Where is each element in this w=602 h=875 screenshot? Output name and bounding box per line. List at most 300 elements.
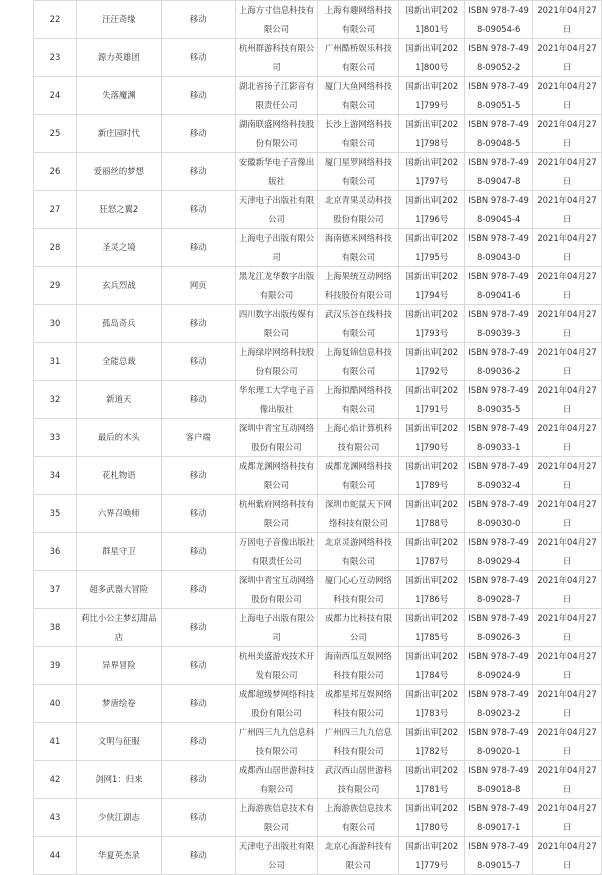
game-name-cell-text: 花札物语 (102, 470, 136, 481)
approval-number-cell-text: 国新出审[2021]782号 (405, 727, 459, 756)
row-number-cell-text: 22 (49, 14, 61, 25)
publisher-cell (235, 495, 318, 533)
platform-type-cell-text: 移动 (189, 584, 207, 595)
operator-cell (318, 609, 399, 647)
isbn-cell-text: ISBN 978-7-498-09054-6 (468, 5, 529, 34)
game-name-cell (76, 761, 161, 799)
platform-type-cell-text: 移动 (189, 166, 207, 177)
table-row (34, 457, 602, 495)
game-name-cell (76, 77, 161, 115)
publisher-cell-text: 深圳中青宝互动网络股份有限公司 (238, 423, 315, 452)
row-number-cell-text: 43 (49, 812, 61, 823)
game-name-cell (76, 685, 161, 723)
row-number-cell (34, 191, 77, 229)
game-approval-table (33, 0, 602, 875)
game-name-cell-text: 狂怒之翼2 (99, 204, 139, 215)
game-name-cell-text: 莉比小公主梦幻甜品店 (81, 613, 157, 642)
table-row (34, 267, 602, 305)
table-row (34, 685, 602, 723)
operator-cell (318, 191, 399, 229)
operator-cell (318, 837, 399, 875)
row-number-cell-text: 27 (49, 204, 61, 215)
operator-cell-text: 武汉乐谷在线科技有限公司 (324, 309, 392, 338)
platform-type-cell (161, 647, 235, 685)
platform-type-cell (161, 115, 235, 153)
publisher-cell (235, 153, 318, 191)
platform-type-cell (161, 495, 235, 533)
isbn-cell (465, 647, 533, 685)
approval-date-cell (533, 77, 602, 115)
platform-type-cell-text: 移动 (189, 546, 207, 557)
approval-number-cell-text: 国新出审[2021]795号 (405, 233, 459, 262)
game-name-cell (76, 799, 161, 837)
table-row (34, 1, 602, 39)
approval-number-cell (399, 381, 465, 419)
platform-type-cell-text: 移动 (189, 14, 207, 25)
row-number-cell (34, 153, 77, 191)
publisher-cell-text: 杭州群游科技有限公司 (238, 43, 315, 72)
game-name-cell-text: 少侠江湖志 (97, 812, 140, 823)
row-number-cell (34, 533, 77, 571)
operator-cell-text: 上海果统互动网络科技股份有限公司 (324, 271, 392, 300)
approval-number-cell (399, 229, 465, 267)
row-number-cell (34, 77, 77, 115)
approval-number-cell (399, 267, 465, 305)
operator-cell-text: 成都星邦互娱网络科技有限公司 (324, 689, 392, 718)
operator-cell-text: 海南德米网络科技有限公司 (324, 233, 392, 262)
platform-type-cell-text: 客户端 (185, 432, 211, 443)
approval-number-cell (399, 723, 465, 761)
operator-cell (318, 571, 399, 609)
game-name-cell-text: 梦唐绘卷 (102, 698, 136, 709)
platform-type-cell-text: 移动 (189, 508, 207, 519)
approval-date-cell (533, 571, 602, 609)
approval-date-cell-text: 2021年04月27日 (537, 727, 597, 756)
row-number-cell (34, 305, 77, 343)
row-number-cell (34, 229, 77, 267)
platform-type-cell (161, 685, 235, 723)
approval-number-cell-text: 国新出审[2021]780号 (405, 803, 459, 832)
publisher-cell-text: 杭州美盛游戏技术开发有限公司 (238, 651, 315, 680)
row-number-cell-text: 25 (49, 128, 61, 139)
operator-cell (318, 343, 399, 381)
publisher-cell-text: 广州四三九九信息科技有限公司 (238, 727, 315, 756)
publisher-cell (235, 39, 318, 77)
publisher-cell-text: 上海电子出版有限公司 (238, 233, 315, 262)
platform-type-cell-text: 移动 (189, 812, 207, 823)
row-number-cell (34, 571, 77, 609)
approval-number-cell (399, 419, 465, 457)
approval-number-cell-text: 国新出审[2021]779号 (405, 841, 459, 870)
operator-cell-text: 上海游族信息技术有限公司 (324, 803, 392, 832)
approval-date-cell-text: 2021年04月27日 (537, 461, 597, 490)
publisher-cell (235, 457, 318, 495)
isbn-cell-text: ISBN 978-7-498-09015-7 (468, 841, 529, 870)
isbn-cell (465, 419, 533, 457)
row-number-cell (34, 1, 77, 39)
isbn-cell (465, 39, 533, 77)
table-row (34, 77, 602, 115)
approval-date-cell-text: 2021年04月27日 (537, 423, 597, 452)
approval-date-cell-text: 2021年04月27日 (537, 499, 597, 528)
publisher-cell-text: 万固电子音像出版社有限责任公司 (238, 537, 315, 566)
publisher-cell-text: 黑龙江龙华数字出版有限公司 (238, 271, 315, 300)
isbn-cell-text: ISBN 978-7-498-09028-7 (468, 575, 529, 604)
approval-date-cell-text: 2021年04月27日 (537, 5, 597, 34)
approval-date-cell-text: 2021年04月27日 (537, 347, 597, 376)
approval-number-cell (399, 1, 465, 39)
publisher-cell (235, 305, 318, 343)
publisher-cell (235, 609, 318, 647)
approval-date-cell (533, 115, 602, 153)
row-number-cell-text: 32 (49, 394, 61, 405)
game-name-cell-text: 孤岛奇兵 (102, 318, 136, 329)
isbn-cell (465, 381, 533, 419)
approval-number-cell-text: 国新出审[2021]792号 (405, 347, 459, 376)
platform-type-cell (161, 1, 235, 39)
game-name-cell-text: 爱丽丝的梦想 (93, 166, 144, 177)
row-number-cell (34, 609, 77, 647)
approval-number-cell (399, 115, 465, 153)
isbn-cell-text: ISBN 978-7-498-09036-2 (468, 347, 529, 376)
game-name-cell (76, 609, 161, 647)
approval-number-cell (399, 571, 465, 609)
approval-number-cell-text: 国新出审[2021]800号 (405, 43, 459, 72)
platform-type-cell-text: 移动 (189, 394, 207, 405)
isbn-cell (465, 495, 533, 533)
approval-date-cell (533, 1, 602, 39)
operator-cell-text: 上海有趣网络科技有限公司 (324, 5, 392, 34)
approval-date-cell (533, 685, 602, 723)
approval-date-cell-text: 2021年04月27日 (537, 195, 597, 224)
game-name-cell (76, 723, 161, 761)
game-name-cell-text: 华夏英杰录 (97, 850, 140, 861)
isbn-cell (465, 343, 533, 381)
approval-number-cell-text: 国新出审[2021]790号 (405, 423, 459, 452)
approval-number-cell-text: 国新出审[2021]784号 (405, 651, 459, 680)
operator-cell-text: 厦门心心互动网络科技有限公司 (324, 575, 392, 604)
approval-date-cell-text: 2021年04月27日 (537, 271, 597, 300)
approval-date-cell (533, 305, 602, 343)
isbn-cell-text: ISBN 978-7-498-09024-9 (468, 651, 529, 680)
row-number-cell-text: 37 (49, 584, 61, 595)
publisher-cell (235, 685, 318, 723)
platform-type-cell-text: 移动 (189, 850, 207, 861)
publisher-cell (235, 799, 318, 837)
isbn-cell-text: ISBN 978-7-498-09047-8 (468, 157, 529, 186)
isbn-cell (465, 609, 533, 647)
approval-date-cell (533, 229, 602, 267)
game-name-cell-text: 异界冒险 (102, 660, 136, 671)
approval-number-cell-text: 国新出审[2021]801号 (405, 5, 459, 34)
table-row (34, 153, 602, 191)
publisher-cell-text: 深圳中青宝互动网络股份有限公司 (238, 575, 315, 604)
isbn-cell-text: ISBN 978-7-498-09052-2 (468, 43, 529, 72)
table-row (34, 39, 602, 77)
approval-number-cell (399, 495, 465, 533)
approval-number-cell (399, 457, 465, 495)
row-number-cell-text: 42 (49, 774, 61, 785)
row-number-cell (34, 115, 77, 153)
game-name-cell (76, 305, 161, 343)
operator-cell-text: 上海心焰计算机科技有限公司 (324, 423, 392, 452)
platform-type-cell (161, 343, 235, 381)
table-row (34, 191, 602, 229)
operator-cell (318, 647, 399, 685)
row-number-cell-text: 36 (49, 546, 61, 557)
platform-type-cell (161, 191, 235, 229)
publisher-cell (235, 191, 318, 229)
publisher-cell-text: 成都超级梦网络科技股份有限公司 (238, 689, 315, 718)
isbn-cell (465, 837, 533, 875)
isbn-cell-text: ISBN 978-7-498-09030-0 (468, 499, 529, 528)
row-number-cell (34, 837, 77, 875)
row-number-cell (34, 267, 77, 305)
row-number-cell (34, 685, 77, 723)
row-number-cell-text: 40 (49, 698, 61, 709)
game-name-cell-text: 玄兵烈战 (102, 280, 136, 291)
approval-date-cell-text: 2021年04月27日 (537, 803, 597, 832)
game-name-cell (76, 381, 161, 419)
publisher-cell (235, 419, 318, 457)
approval-date-cell (533, 495, 602, 533)
approval-number-cell (399, 39, 465, 77)
operator-cell-text: 上海拟酷网络科技有限公司 (324, 385, 392, 414)
approval-date-cell (533, 609, 602, 647)
platform-type-cell (161, 761, 235, 799)
isbn-cell (465, 1, 533, 39)
operator-cell-text: 广州酷桥娱乐科技有限公司 (324, 43, 392, 72)
operator-cell (318, 799, 399, 837)
publisher-cell (235, 723, 318, 761)
game-name-cell-text: 源力英雄团 (97, 52, 140, 63)
operator-cell (318, 153, 399, 191)
table-row (34, 305, 602, 343)
platform-type-cell-text: 移动 (189, 318, 207, 329)
publisher-cell-text: 安徽新华电子音像出版社 (238, 157, 315, 186)
operator-cell-text: 海南西瓜互娱网络科技有限公司 (324, 651, 392, 680)
game-name-cell-text: 失落魔渊 (102, 90, 136, 101)
operator-cell (318, 419, 399, 457)
approval-date-cell (533, 191, 602, 229)
publisher-cell (235, 533, 318, 571)
approval-number-cell-text: 国新出审[2021]794号 (405, 271, 459, 300)
publisher-cell (235, 229, 318, 267)
game-name-cell (76, 153, 161, 191)
isbn-cell (465, 153, 533, 191)
platform-type-cell (161, 837, 235, 875)
operator-cell (318, 761, 399, 799)
row-number-cell-text: 38 (49, 622, 61, 633)
approval-number-cell-text: 国新出审[2021]789号 (405, 461, 459, 490)
operator-cell-text: 深圳市蛇鼠天下网络科技有限公司 (324, 499, 392, 528)
operator-cell (318, 457, 399, 495)
table-row (34, 571, 602, 609)
approval-number-cell (399, 837, 465, 875)
platform-type-cell-text: 移动 (189, 242, 207, 253)
approval-date-cell (533, 647, 602, 685)
isbn-cell (465, 799, 533, 837)
publisher-cell (235, 267, 318, 305)
platform-type-cell (161, 77, 235, 115)
approval-number-cell (399, 191, 465, 229)
platform-type-cell-text: 移动 (189, 204, 207, 215)
row-number-cell-text: 31 (49, 356, 61, 367)
isbn-cell-text: ISBN 978-7-498-09026-3 (468, 613, 529, 642)
isbn-cell (465, 305, 533, 343)
row-number-cell (34, 457, 77, 495)
platform-type-cell-text: 移动 (189, 90, 207, 101)
approval-date-cell (533, 799, 602, 837)
platform-type-cell-text: 移动 (189, 622, 207, 633)
publisher-cell-text: 湖南联盛网络科技股份有限公司 (238, 119, 315, 148)
table-row (34, 799, 602, 837)
isbn-cell (465, 761, 533, 799)
approval-number-cell-text: 国新出审[2021]797号 (405, 157, 459, 186)
isbn-cell (465, 457, 533, 495)
platform-type-cell (161, 533, 235, 571)
publisher-cell (235, 837, 318, 875)
isbn-cell (465, 115, 533, 153)
table-row (34, 533, 602, 571)
publisher-cell-text: 四川数字出版传媒有限公司 (238, 309, 315, 338)
publisher-cell (235, 761, 318, 799)
row-number-cell-text: 34 (49, 470, 61, 481)
approval-date-cell (533, 343, 602, 381)
platform-type-cell (161, 381, 235, 419)
platform-type-cell (161, 229, 235, 267)
isbn-cell (465, 685, 533, 723)
platform-type-cell (161, 799, 235, 837)
isbn-cell-text: ISBN 978-7-498-09018-8 (468, 765, 529, 794)
table-row (34, 495, 602, 533)
approval-date-cell (533, 381, 602, 419)
publisher-cell-text: 上海游族信息技术有限公司 (238, 803, 315, 832)
approval-date-cell-text: 2021年04月27日 (537, 651, 597, 680)
approval-number-cell (399, 761, 465, 799)
platform-type-cell (161, 153, 235, 191)
table-row (34, 229, 602, 267)
isbn-cell (465, 723, 533, 761)
approval-number-cell (399, 647, 465, 685)
platform-type-cell-text: 移动 (189, 470, 207, 481)
operator-cell (318, 495, 399, 533)
publisher-cell-text: 天津电子出版社有限公司 (238, 195, 315, 224)
row-number-cell (34, 419, 77, 457)
approval-date-cell-text: 2021年04月27日 (537, 119, 597, 148)
row-number-cell (34, 343, 77, 381)
game-name-cell (76, 419, 161, 457)
approval-date-cell-text: 2021年04月27日 (537, 81, 597, 110)
game-name-cell (76, 571, 161, 609)
game-name-cell (76, 495, 161, 533)
operator-cell (318, 39, 399, 77)
operator-cell (318, 267, 399, 305)
row-number-cell-text: 33 (49, 432, 61, 443)
approval-number-cell (399, 685, 465, 723)
game-name-cell-text: 文明与征服 (97, 736, 140, 747)
publisher-cell-text: 成都西山居世游科技有限公司 (238, 765, 315, 794)
game-name-cell-text: 六界召唤师 (97, 508, 140, 519)
publisher-cell-text: 成都龙渊网络科技有限公司 (238, 461, 315, 490)
approval-number-cell-text: 国新出审[2021]793号 (405, 309, 459, 338)
publisher-cell (235, 77, 318, 115)
table-row (34, 419, 602, 457)
row-number-cell (34, 761, 77, 799)
row-number-cell-text: 44 (49, 850, 61, 861)
approval-number-cell-text: 国新出审[2021]787号 (405, 537, 459, 566)
operator-cell (318, 229, 399, 267)
platform-type-cell (161, 723, 235, 761)
platform-type-cell-text: 移动 (189, 774, 207, 785)
isbn-cell (465, 229, 533, 267)
approval-date-cell (533, 723, 602, 761)
isbn-cell (465, 191, 533, 229)
row-number-cell-text: 41 (49, 736, 61, 747)
approval-number-cell (399, 77, 465, 115)
publisher-cell (235, 343, 318, 381)
publisher-cell (235, 1, 318, 39)
game-name-cell-text: 圣灵之境 (102, 242, 136, 253)
game-name-cell (76, 267, 161, 305)
platform-type-cell-text: 移动 (189, 52, 207, 63)
operator-cell (318, 723, 399, 761)
platform-type-cell (161, 267, 235, 305)
game-name-cell (76, 115, 161, 153)
approval-date-cell-text: 2021年04月27日 (537, 841, 597, 870)
platform-type-cell-text: 移动 (189, 698, 207, 709)
approval-date-cell-text: 2021年04月27日 (537, 157, 597, 186)
table-row (34, 837, 602, 875)
operator-cell-text: 厦门星罗网络科技有限公司 (324, 157, 392, 186)
publisher-cell-text: 上海电子出版有限公司 (238, 613, 315, 642)
operator-cell (318, 1, 399, 39)
game-name-cell (76, 343, 161, 381)
approval-number-cell-text: 国新出审[2021]781号 (405, 765, 459, 794)
isbn-cell-text: ISBN 978-7-498-09029-4 (468, 537, 529, 566)
game-name-cell (76, 837, 161, 875)
operator-cell-text: 成都龙渊网络科技有限公司 (324, 461, 392, 490)
operator-cell (318, 533, 399, 571)
isbn-cell-text: ISBN 978-7-498-09033-1 (468, 423, 529, 452)
operator-cell (318, 381, 399, 419)
game-name-cell (76, 229, 161, 267)
operator-cell-text: 武汉西山居世游科技有限公司 (324, 765, 392, 794)
game-name-cell-text: 超多武器大冒险 (89, 584, 149, 595)
approval-number-cell-text: 国新出审[2021]785号 (405, 613, 459, 642)
isbn-cell-text: ISBN 978-7-498-09017-1 (468, 803, 529, 832)
approval-number-cell (399, 305, 465, 343)
game-name-cell-text: 全能总裁 (102, 356, 136, 367)
row-number-cell-text: 35 (49, 508, 61, 519)
operator-cell (318, 305, 399, 343)
table-row (34, 609, 602, 647)
isbn-cell (465, 267, 533, 305)
approval-date-cell-text: 2021年04月27日 (537, 233, 597, 262)
game-name-cell-text: 群星守卫 (102, 546, 136, 557)
platform-type-cell (161, 419, 235, 457)
table-row (34, 647, 602, 685)
approval-number-cell-text: 国新出审[2021]788号 (405, 499, 459, 528)
game-name-cell-text: 剑网1：归来 (95, 774, 143, 785)
operator-cell (318, 685, 399, 723)
approval-date-cell (533, 39, 602, 77)
approval-date-cell-text: 2021年04月27日 (537, 613, 597, 642)
row-number-cell (34, 39, 77, 77)
platform-type-cell (161, 457, 235, 495)
approval-number-cell (399, 799, 465, 837)
platform-type-cell (161, 305, 235, 343)
